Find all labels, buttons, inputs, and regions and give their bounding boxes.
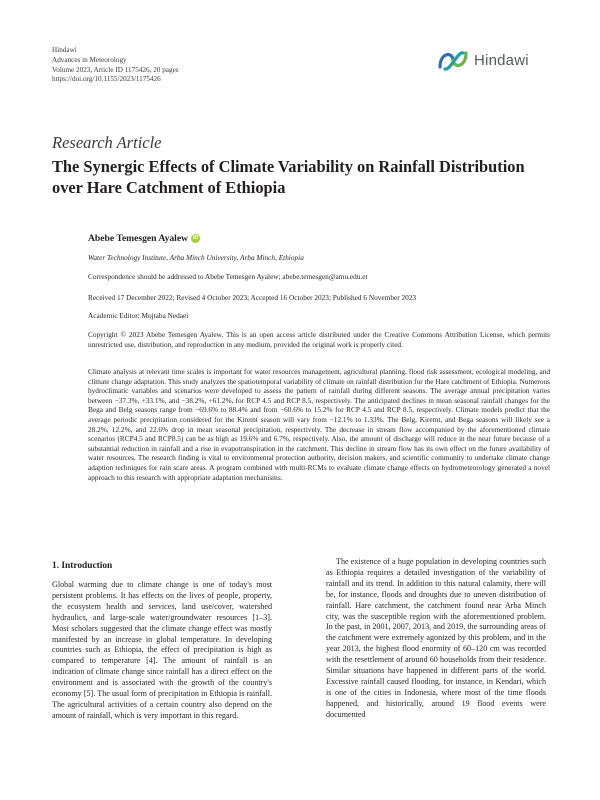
correspondence: Correspondence should be addressed to Abebe Temesgen Ayalew; abebe.temesgen@amu.edu.et	[88, 272, 368, 281]
section-heading-introduction: 1. Introduction	[52, 561, 113, 571]
author-name[interactable]: Abebe Temesgen Ayalew	[88, 233, 189, 244]
hindawi-logo-icon	[436, 47, 470, 73]
author-line	[88, 234, 550, 244]
journal-name: Advances in Meteorology	[52, 55, 127, 64]
article-dates: Received 17 December 2022; Revised 4 October 2023; Accepted 16 October 2023; Published 6 November 2023	[88, 293, 417, 302]
volume-line: Volume 2023, Article ID 1175426, 20 pages	[52, 65, 179, 74]
academic-editor: Academic Editor: Mojtaba Nedaei	[88, 311, 189, 320]
hindawi-wordmark: Hindawi	[474, 51, 529, 69]
publisher-name: Hindawi	[52, 46, 77, 54]
copyright-notice: Copyright © 2023 Abebe Temesgen Ayalew. This is an open access article distributed under the Creative Commons Attribution License, which permits unrestricted use, distribution, and reproduction in any medium, provided the original work is properly cited.	[88, 330, 550, 349]
doi-link[interactable]: https://doi.org/10.1155/2023/1175426	[52, 75, 161, 84]
hindawi-logo	[436, 47, 529, 73]
journal-meta	[52, 46, 179, 85]
body-column-left	[52, 561, 272, 722]
intro-paragraph-left: Global warming due to climate change is one of today's most persistent problems. It has effects on the lives of people, property, the ecosystem health and services, land use/cover, watershed hydraulics, and large-scale water/groundwater resources [1–3]. Most scholars suggested that the climate change effect was mostly manifested by an increase in global temperature. In developing countries such as Ethiopia, the effect of precipitation is high as compared to temperature [4]. The amount of rainfall is an indication of climate change since rainfall has a direct effect on the environment and is associated with the growth of the country's economy [5]. The usual form of precipitation in Ethiopia is rainfall. The agricultural activities of a certain country also depend on the amount of rainfall, which is very important in this regard.	[52, 580, 272, 720]
abstract: Climate analysis at relevant time scales is important for water resources management, agricultural planning, flood risk assessment, ecological modeling, and climate change adaptation. This study analyzes the spatiotemporal variability of climate on rainfall distribution for the Hare catchment of Ethiopia. Numerous hydroclimatic variables and scenarios were developed to assess the pattern of rainfall during different seasons. The average annual precipitation varies between −37.3%, +33.1%, and −38.2%, +61.2%, for RCP 4.5 and RCP 8.5, respectively. The anticipated declines in mean seasonal rainfall changes for the Bega and Belg seasons range from −69.6% to 88.4% and from −60.6% to 15.2% for RCP 4.5 and RCP 8.5, respectively. Climate models predict that the average periodic precipitation considered for the Kiremt season will vary from −12.1% to 1.33%. The Belg, Kiremt, and Bega seasons will likely see a 28.2%, 12.2%, and 22.6% drop in mean seasonal precipitation, respectively. The decrease in stream flow accompanied by the aforementioned climate scenarios (RCP4.5 and RCP8.5) can be as high as 19.6% and 6.7%, respectively. Also, the amount of discharge will reduce in the near future because of a substantial reduction in rainfall and a rise in evapotranspiration in the catchment. This decline in stream flow has its own effect on the future availability of water resources. The research finding is vital to environmental protection authority, decision makers, and scientific community to undertake climate change adaption techniques for rain scare areas. A program combined with multi-RCMs to evaluate climate change effects on hydrometeorology generated a novel approach to this research with appropriate adaptation mechanisms.	[88, 367, 550, 482]
affiliation: Water Technology Institute, Arba Minch University, Arba Minch, Ethiopia	[88, 253, 304, 262]
orcid-icon[interactable]: iD	[192, 235, 199, 242]
intro-paragraph-right: The existence of a huge population in developing countries such as Ethiopia requires a detailed investigation of the variability of rainfall and its trend. In addition to this natural calamity, there will be, for instance, floods and droughts due to uneven distribution of rainfall. Hare catchment, the catchment found near Arba Minch city, was the susceptible region with the aforementioned problem. In the past, in 2001, 2007, 2013, and 2019, the surrounding areas of the catchment were extremely agonized by this problem, and in the year 2013, the highest flood enormity of 60–120 cm was recorded with the resettlement of around 60 households from their residence. Similar situations have happened in different parts of the world. Excessive rainfall caused flooding, for instance, in Kendari, which is one of the cities in Indonesia, where most of the time floods happened, and historically, around 19 flood events were documented	[326, 557, 546, 719]
article-title: The Synergic Effects of Climate Variability on Rainfall Distribution over Hare Catchment of Ethiopia	[52, 157, 525, 197]
body-column-right	[326, 557, 546, 721]
article-type: Research Article	[52, 133, 162, 152]
